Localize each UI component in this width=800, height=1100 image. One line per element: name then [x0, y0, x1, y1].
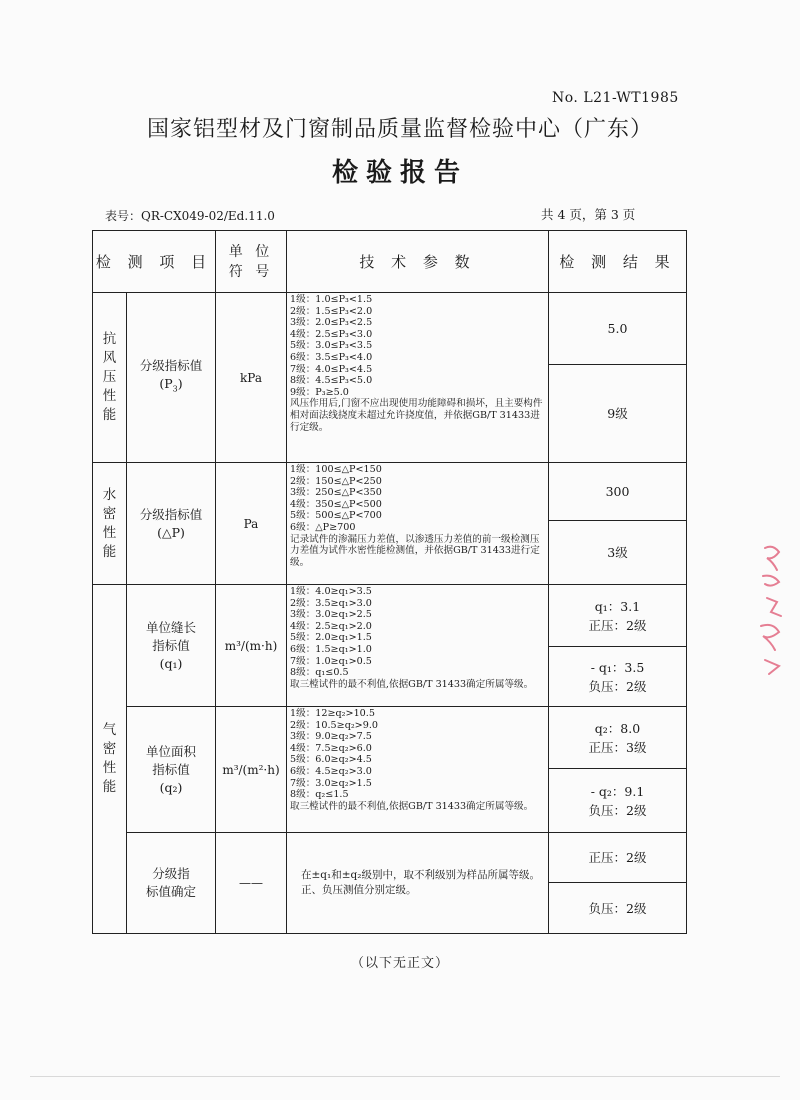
item-air-overall: 分级指 标值确定 [127, 833, 216, 934]
table-row [93, 707, 687, 769]
params-air-q1: 1级：4.0≥q₁>3.5 2级：3.5≥q₁>3.0 3级：3.0≥q₁>2.5 4级：2.5≥q₁>2.0 5级：2.0≥q₁>1.5 6级：1.5≥q₁>1.0 7级：1.0≥q₁>0.5 8级：q₁≤0.5 取三樘试件的最不利值,依据GB/T 31433确定所属等级。 [287, 585, 549, 707]
organization-title: 国家铝型材及门窗制品质量监督检验中心（广东） [146, 117, 653, 142]
result-air-q1-positive: q₁：3.1 正压：2级 [549, 585, 687, 647]
params-water: 1级：100≤△P<150 2级：150≤△P<250 3级：250≤△P<350 4级：350≤△P<500 5级：500≤△P<700 6级：△P≥700 记录试件的渗漏压力差值，以渗透压力差值的前一级检测压力差值为试件水密性能检测值，并依据GB/T 31433进行定级。 [287, 463, 549, 585]
inspection-table [92, 230, 687, 934]
result-wind-grade: 9级 [549, 365, 687, 463]
item-air-q1: 单位缝长 指标值 (q₁) [127, 585, 216, 707]
category-air-tightness: 气 密 性 能 [93, 585, 127, 934]
params-air-q2: 1级：12≥q₂>10.5 2级：10.5≥q₂>9.0 3级：9.0≥q₂>7.5 4级：7.5≥q₂>6.0 5级：6.0≥q₂>4.5 6级：4.5≥q₂>3.0 7级：3.0≥q₂>1.5 8级：q₂≤1.5 取三樘试件的最不利值,依据GB/T 31433确定所属等级。 [287, 707, 549, 833]
header-result: 检 测 结 果 [549, 231, 687, 293]
table-row [93, 293, 687, 365]
report-title: 检验报告 [331, 158, 468, 188]
result-air-q2-positive: q₂：8.0 正压：3级 [549, 707, 687, 769]
unit-air-q1: m³/(m·h) [216, 585, 287, 707]
table-header-row [93, 231, 687, 293]
unit-water: Pa [216, 463, 287, 585]
unit-air-q2: m³/(m²·h) [216, 707, 287, 833]
page-info: 共 4 页，第 3 页 [541, 207, 636, 222]
unit-wind: kPa [216, 293, 287, 463]
category-water-tightness: 水 密 性 能 [93, 463, 127, 585]
result-water-value: 300 [549, 463, 687, 521]
header-unit: 单 位 符 号 [216, 231, 287, 293]
table-row [93, 463, 687, 521]
unit-air-overall: —— [216, 833, 287, 934]
table-row [93, 585, 687, 647]
item-air-q2: 单位面积 指标值 (q₂) [127, 707, 216, 833]
table-row [93, 833, 687, 883]
result-air-overall-negative: 负压：2级 [549, 883, 687, 934]
header-item: 检 测 项 目 [93, 231, 216, 293]
end-of-text-note: （以下无正文） [350, 956, 449, 971]
result-air-q2-negative: - q₂：9.1 负压：2级 [549, 769, 687, 833]
item-water-grade-index: 分级指标值 (△P) [127, 463, 216, 585]
result-air-overall-positive: 正压：2级 [549, 833, 687, 883]
result-wind-value: 5.0 [549, 293, 687, 365]
seal-stamp-fragment [755, 540, 797, 690]
result-air-q1-negative: - q₁：3.5 负压：2级 [549, 647, 687, 707]
page-bottom-rule [30, 1076, 780, 1077]
params-wind: 1级：1.0≤P₃<1.5 2级：1.5≤P₃<2.0 3级：2.0≤P₃<2.5 4级：2.5≤P₃<3.0 5级：3.0≤P₃<3.5 6级：3.5≤P₃<4.0 7级：4.0≤P₃<4.5 8级：4.5≤P₃<5.0 9级：P₃≥5.0 风压作用后,门窗不应出现使用功能障碍和损坏，且主要构件相对面法线挠度未超过允许挠度值，并依据GB/T 31433进行定级。 [287, 293, 549, 463]
result-water-grade: 3级 [549, 521, 687, 585]
header-params: 技 术 参 数 [287, 231, 549, 293]
category-wind-resistance: 抗 风 压 性 能 [93, 293, 127, 463]
params-air-overall: 在±q₁和±q₂级别中，取不利级别为样品所属等级。正、负压测值分别定级。 [287, 833, 549, 934]
item-wind-grade-index: 分级指标值 $(P_3)$ [127, 293, 216, 463]
form-number: 表号：QR-CX049-02/Ed.11.0 [105, 209, 275, 223]
report-number: No. L21-WT1985 [552, 90, 679, 106]
